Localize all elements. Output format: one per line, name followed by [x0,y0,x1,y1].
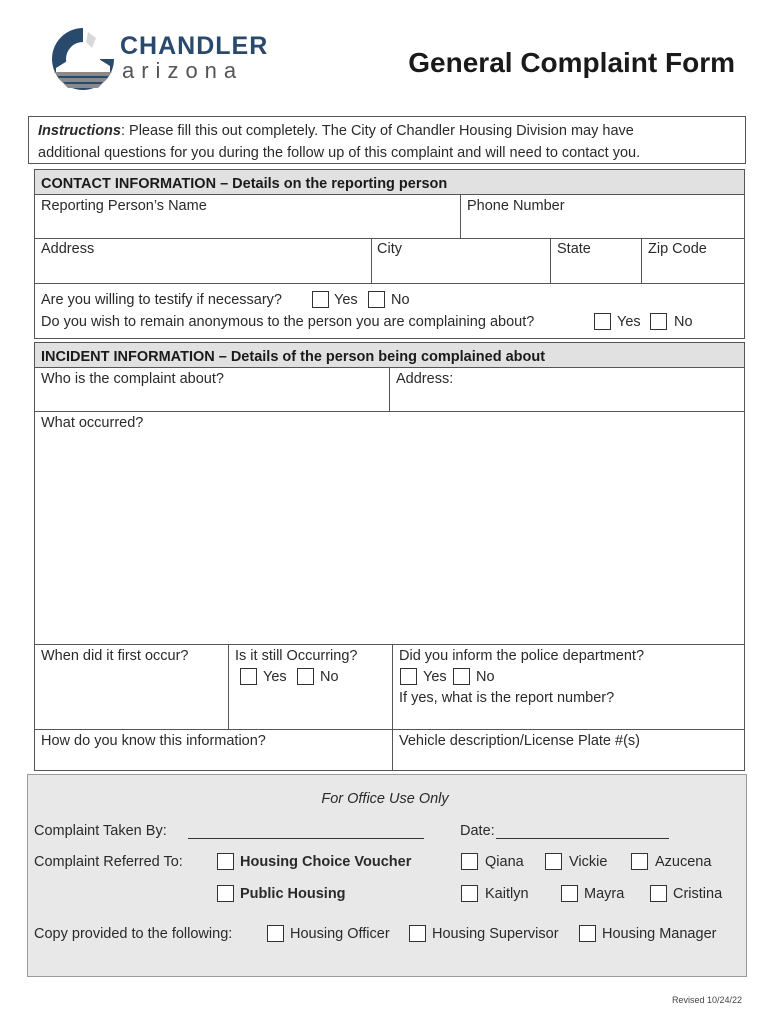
staff-kaitlyn-checkbox[interactable] [461,885,478,902]
zip-label: Zip Code [648,241,707,257]
page-title: General Complaint Form [408,47,735,78]
staff-azucena-checkbox[interactable] [631,853,648,870]
still-no-checkbox[interactable] [297,668,314,685]
copy-provided-label: Copy provided to the following: [34,926,233,942]
copy-housing-supervisor-label: Housing Supervisor [432,926,559,942]
staff-cristina-checkbox[interactable] [650,885,667,902]
office-use-title: For Office Use Only [321,791,449,807]
still-no-label: No [320,669,339,685]
divider [35,238,744,239]
anonymous-no-label: No [674,314,693,330]
phone-label: Phone Number [467,198,565,214]
public-housing-label: Public Housing [240,886,346,902]
copy-housing-officer-checkbox[interactable] [267,925,284,942]
testify-yes-checkbox[interactable] [312,291,329,308]
taken-by-label: Complaint Taken By: [34,823,167,839]
instructions-lead: Instructions [38,123,121,139]
copy-housing-officer-label: Housing Officer [290,926,390,942]
testify-no-label: No [391,292,410,308]
report-number-label: If yes, what is the report number? [399,690,615,706]
referred-to-label: Complaint Referred To: [34,854,183,870]
testify-yes-label: Yes [334,292,358,308]
still-yes-checkbox[interactable] [240,668,257,685]
staff-qiana-checkbox[interactable] [461,853,478,870]
logo-chandler-text: CHANDLER [120,32,269,60]
anonymous-yes-checkbox[interactable] [594,313,611,330]
divider [392,644,393,770]
hcv-checkbox[interactable] [217,853,234,870]
divider [371,238,372,283]
incident-header: INCIDENT INFORMATION – Details of the person being complained about [35,343,744,368]
instructions-line-2: additional questions for you during the follow up of this complaint and will need to contact you. [38,145,641,161]
when-label: When did it first occur? [41,648,189,664]
police-no-checkbox[interactable] [453,668,470,685]
still-yes-label: Yes [263,669,287,685]
instructions-line-1 [38,123,634,139]
staff-azucena-label: Azucena [655,854,712,870]
copy-housing-supervisor-checkbox[interactable] [409,925,426,942]
staff-vickie-label: Vickie [569,854,608,870]
anonymous-question: Do you wish to remain anonymous to the person you are complaining about? [41,314,535,330]
divider [550,238,551,283]
copy-housing-manager-label: Housing Manager [602,926,717,942]
divider [389,368,390,411]
incident-address-label: Address: [396,371,454,387]
still-occurring-label: Is it still Occurring? [235,648,358,664]
date-line[interactable] [496,838,669,839]
anonymous-yes-label: Yes [617,314,641,330]
instructions-text-1: : Please fill this out completely. The City of Chandler Housing Division may have [120,123,634,139]
city-label: City [377,241,402,257]
staff-mayra-label: Mayra [584,886,625,902]
state-label: State [557,241,591,257]
divider [641,238,642,283]
divider [35,283,744,284]
anonymous-no-checkbox[interactable] [650,313,667,330]
who-label: Who is the complaint about? [41,371,224,387]
vehicle-label: Vehicle description/License Plate #(s) [399,733,640,749]
testify-question: Are you willing to testify if necessary? [41,292,282,308]
what-occurred-label: What occurred? [41,415,144,431]
staff-vickie-checkbox[interactable] [545,853,562,870]
police-label: Did you inform the police department? [399,648,645,664]
revised-date: Revised 10/24/22 [671,995,742,1005]
divider [35,729,744,730]
date-label: Date: [460,823,495,839]
public-housing-checkbox[interactable] [217,885,234,902]
divider [35,411,744,412]
police-yes-label: Yes [423,669,447,685]
copy-housing-manager-checkbox[interactable] [579,925,596,942]
staff-cristina-label: Cristina [673,886,723,902]
contact-header: CONTACT INFORMATION – Details on the reporting person [35,170,744,195]
divider [228,644,229,729]
how-know-label: How do you know this information? [41,733,266,749]
staff-qiana-label: Qiana [485,854,524,870]
staff-mayra-checkbox[interactable] [561,885,578,902]
reporting-name-label: Reporting Person’s Name [41,198,207,214]
staff-kaitlyn-label: Kaitlyn [485,886,529,902]
address-label: Address [41,241,95,257]
police-no-label: No [476,669,495,685]
hcv-label: Housing Choice Voucher [240,854,412,870]
taken-by-line[interactable] [188,838,424,839]
chandler-logo [48,24,269,94]
logo-mark-icon [48,24,118,94]
logo-arizona-text: arizona [122,58,244,83]
testify-no-checkbox[interactable] [368,291,385,308]
divider [460,195,461,238]
police-yes-checkbox[interactable] [400,668,417,685]
divider [35,644,744,645]
